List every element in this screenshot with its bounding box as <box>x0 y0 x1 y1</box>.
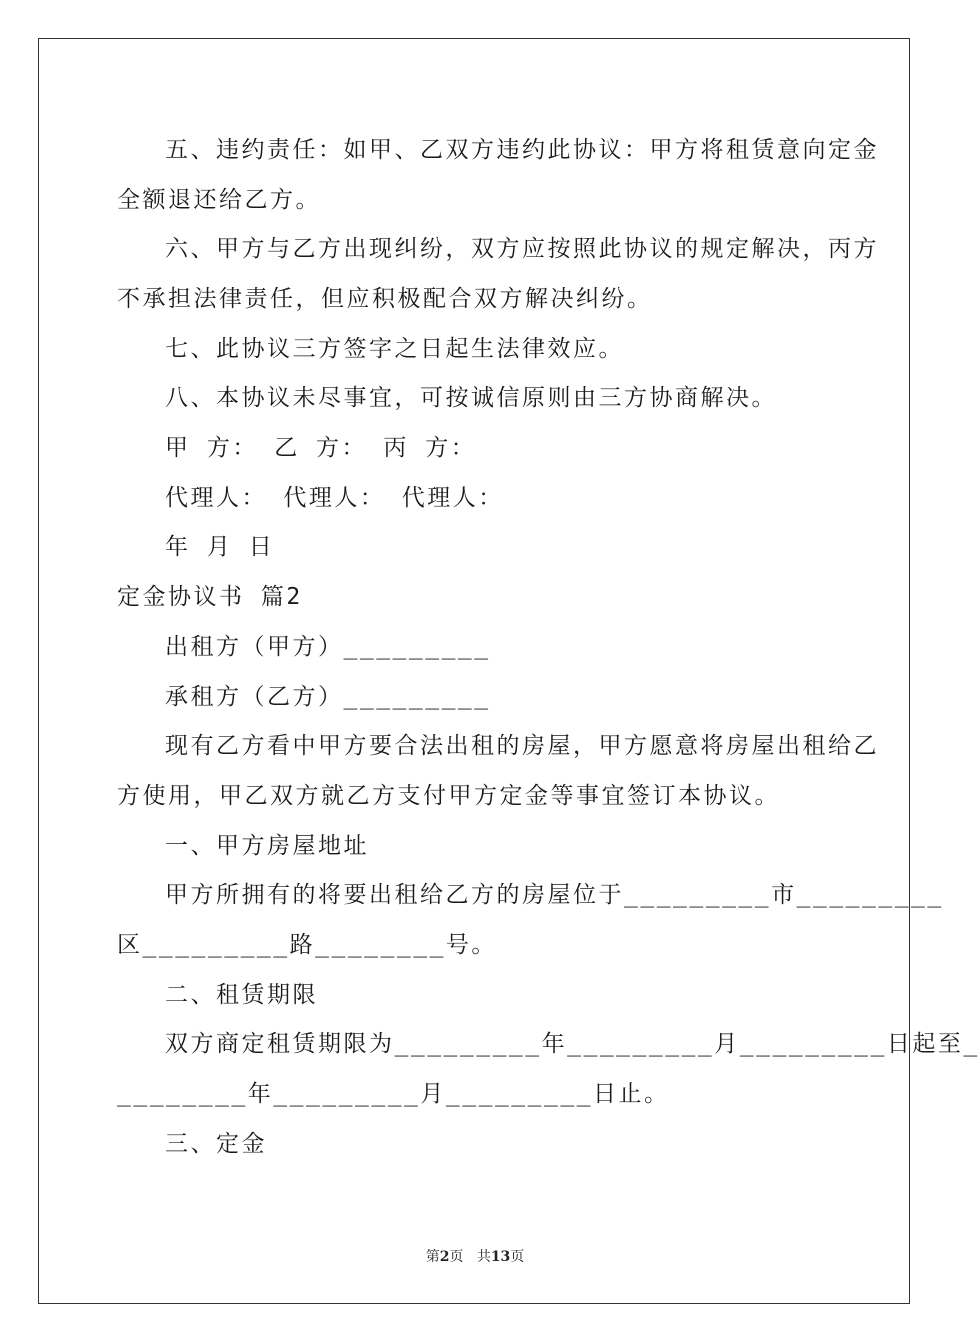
term-line-1: 双方商定租赁期限为_________年_________月_________日起至_ <box>165 1031 980 1057</box>
page-border <box>38 38 980 1304</box>
party-signatures: 甲 方： 乙 方： 丙 方： <box>165 435 477 461</box>
agent-signatures: 代理人： 代理人： 代理人： <box>165 485 504 511</box>
footer-prefix: 第 <box>425 1249 440 1265</box>
heading-deposit: 三、定金 <box>165 1131 267 1157</box>
footer-current-page: 2 <box>439 1249 450 1265</box>
footer-total-unit: 页 <box>510 1249 525 1265</box>
lessor-field: 出租方（甲方）_________ <box>165 634 491 660</box>
term-line-2: ________年_________月_________日止。 <box>117 1081 670 1107</box>
heading-address: 一、甲方房屋地址 <box>165 833 369 859</box>
lessee-field: 承租方（乙方）_________ <box>165 684 491 710</box>
clause-5-line-1: 五、违约责任：如甲、乙双方违约此协议：甲方将租赁意向定金 <box>165 137 879 163</box>
section-title: 定金协议书 篇2 <box>117 584 303 610</box>
footer-total-pages: 13 <box>490 1249 511 1265</box>
address-line-2: 区_________路________号。 <box>117 932 497 958</box>
signing-date: 年 月 日 <box>165 534 275 560</box>
clause-6-line-1: 六、甲方与乙方出现纠纷，双方应按照此协议的规定解决，丙方 <box>165 236 879 262</box>
page-footer <box>0 1246 950 1266</box>
clause-8: 八、本协议未尽事宜，可按诚信原则由三方协商解决。 <box>165 385 777 411</box>
footer-total-prefix: 共 <box>476 1249 491 1265</box>
clause-6-line-2: 不承担法律责任，但应积极配合双方解决纠纷。 <box>117 286 653 312</box>
address-line-1: 甲方所拥有的将要出租给乙方的房屋位于_________市_________ <box>165 882 944 908</box>
footer-page-unit: 页 <box>449 1249 464 1265</box>
intro-line-2: 方使用，甲乙双方就乙方支付甲方定金等事宜签订本协议。 <box>117 783 780 809</box>
clause-5-line-2: 全额退还给乙方。 <box>117 187 321 213</box>
heading-term: 二、租赁期限 <box>165 982 318 1008</box>
clause-7: 七、此协议三方签字之日起生法律效应。 <box>165 336 624 362</box>
intro-line-1: 现有乙方看中甲方要合法出租的房屋，甲方愿意将房屋出租给乙 <box>165 733 879 759</box>
